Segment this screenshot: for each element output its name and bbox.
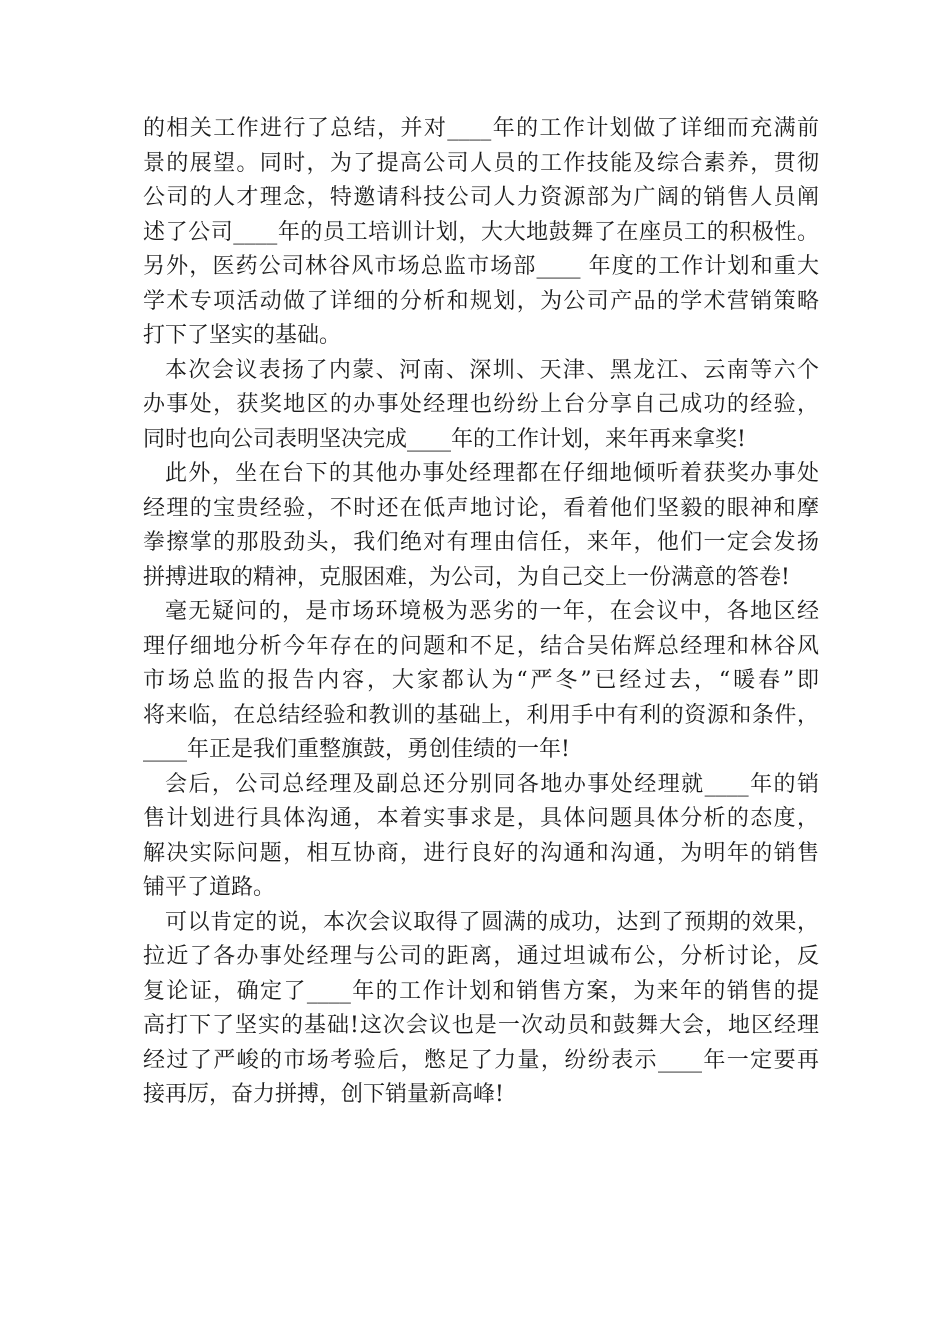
text-line: 公司的人才理念，特邀请科技公司人力资源部为广阔的销售人员阐 bbox=[143, 185, 819, 210]
text-line: 经过了严峻的市场考验后，憋足了力量，纷纷表示____年一定要再 bbox=[143, 1047, 819, 1073]
text-line: 解决实际问题，相互协商，进行良好的沟通和沟通，为明年的销售 bbox=[143, 840, 819, 866]
paragraph-4 bbox=[143, 595, 819, 768]
paragraph-6 bbox=[143, 906, 819, 1113]
text-line: 会后，公司总经理及副总还分别同各地办事处经理就____年的销 bbox=[165, 771, 819, 797]
text-line: 经理的宝贵经验，不时还在低声地讨论，看着他们坚毅的眼神和摩 bbox=[143, 495, 819, 521]
text-line: 的相关工作进行了总结，并对____年的工作计划做了详细而充满前 bbox=[143, 116, 819, 141]
text-line: ____年正是我们重整旗鼓，勇创佳绩的一年! bbox=[143, 737, 570, 762]
text-line: 毫无疑问的，是市场环境极为恶劣的一年，在会议中，各地区经 bbox=[165, 599, 819, 624]
text-line: 铺平了道路。 bbox=[143, 875, 276, 900]
text-line: 接再厉，奋力拼搏，创下销量新高峰! bbox=[143, 1082, 504, 1107]
text-line: 打下了坚实的基础。 bbox=[143, 323, 342, 348]
document-body bbox=[143, 112, 819, 1113]
text-line: 将来临，在总结经验和教训的基础上，利用手中有利的资源和条件， bbox=[143, 702, 819, 728]
text-line: 复论证，确定了____年的工作计划和销售方案，为来年的销售的提 bbox=[143, 978, 819, 1004]
text-line: 市场总监的报告内容，大家都认为“严冬”已经过去，“暖春”即 bbox=[143, 668, 819, 693]
paragraph-2 bbox=[143, 354, 819, 458]
paragraph-1 bbox=[143, 112, 819, 354]
text-line: 拉近了各办事处经理与公司的距离，通过坦诚布公，分析讨论，反 bbox=[143, 944, 819, 969]
text-line: 此外，坐在台下的其他办事处经理都在仔细地倾听着获奖办事处 bbox=[165, 461, 819, 486]
text-line: 售计划进行具体沟通，本着实事求是，具体问题具体分析的态度， bbox=[143, 806, 819, 831]
text-line: 拳擦掌的那股劲头，我们绝对有理由信任，来年，他们一定会发扬 bbox=[143, 530, 819, 555]
text-line: 拼搏进取的精神，克服困难，为公司，为自己交上一份满意的答卷! bbox=[143, 564, 790, 590]
text-line: 可以肯定的说，本次会议取得了圆满的成功，达到了预期的效果， bbox=[165, 909, 819, 935]
text-line: 高打下了坚实的基础!这次会议也是一次动员和鼓舞大会，地区经理 bbox=[143, 1013, 819, 1038]
paragraph-5 bbox=[143, 768, 819, 906]
text-line: 理仔细地分析今年存在的问题和不足，结合吴佑辉总经理和林谷风 bbox=[143, 633, 819, 659]
text-line: 景的展望。同时，为了提高公司人员的工作技能及综合素养，贯彻 bbox=[143, 150, 819, 176]
paragraph-3 bbox=[143, 457, 819, 595]
text-line: 办事处，获奖地区的办事处经理也纷纷上台分享自己成功的经验， bbox=[143, 392, 819, 417]
text-line: 同时也向公司表明坚决完成____年的工作计划，来年再来拿奖! bbox=[143, 426, 746, 452]
text-line: 另外，医药公司林谷风市场总监市场部____ 年度的工作计划和重大 bbox=[143, 254, 819, 279]
text-line: 述了公司____年的员工培训计划，大大地鼓舞了在座员工的积极性。 bbox=[143, 219, 819, 245]
text-line: 本次会议表扬了内蒙、河南、深圳、天津、黑龙江、云南等六个 bbox=[165, 357, 819, 383]
text-line: 学术专项活动做了详细的分析和规划，为公司产品的学术营销策略 bbox=[143, 288, 819, 314]
